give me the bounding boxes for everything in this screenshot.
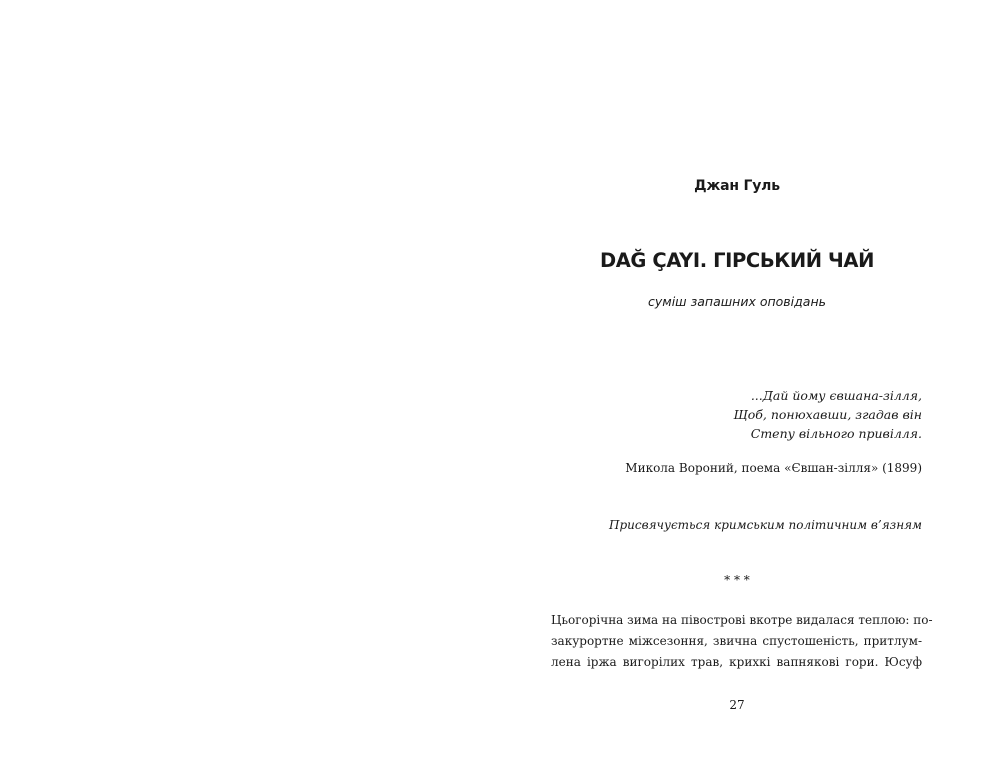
book-title: DAĞ ÇAYI. ГІРСЬКИЙ ЧАЙ [599, 249, 875, 272]
section-separator: * * * [724, 573, 750, 587]
epigraph [595, 386, 922, 443]
left-page-blank [0, 0, 495, 762]
epigraph-source: Микола Вороний, поема «Євшан-зілля» (1899) [625, 461, 922, 475]
body-text [551, 610, 933, 673]
page-number: 27 [729, 698, 745, 712]
dedication: Присвячується кримським політичним в’язням [609, 518, 922, 532]
body-line: лена іржа вигорілих трав, крихкі вапнякові гори. Юсуф [551, 655, 922, 669]
book-subtitle: суміш запашних оповідань [648, 294, 826, 309]
epigraph-line: Щоб, понюхавши, згадав він [733, 407, 922, 422]
epigraph-line: ...Дай йому євшана-зілля, [750, 388, 922, 403]
body-line: закурортне міжсезоння, звична спустошеність, притлум- [551, 634, 922, 648]
body-line: Цьогорічна зима на півострові вкотре видалася теплою: по- [551, 613, 933, 627]
right-page [495, 0, 991, 762]
epigraph-line: Степу вільного привілля. [750, 426, 922, 441]
author-name: Джан Гуль [694, 178, 780, 194]
